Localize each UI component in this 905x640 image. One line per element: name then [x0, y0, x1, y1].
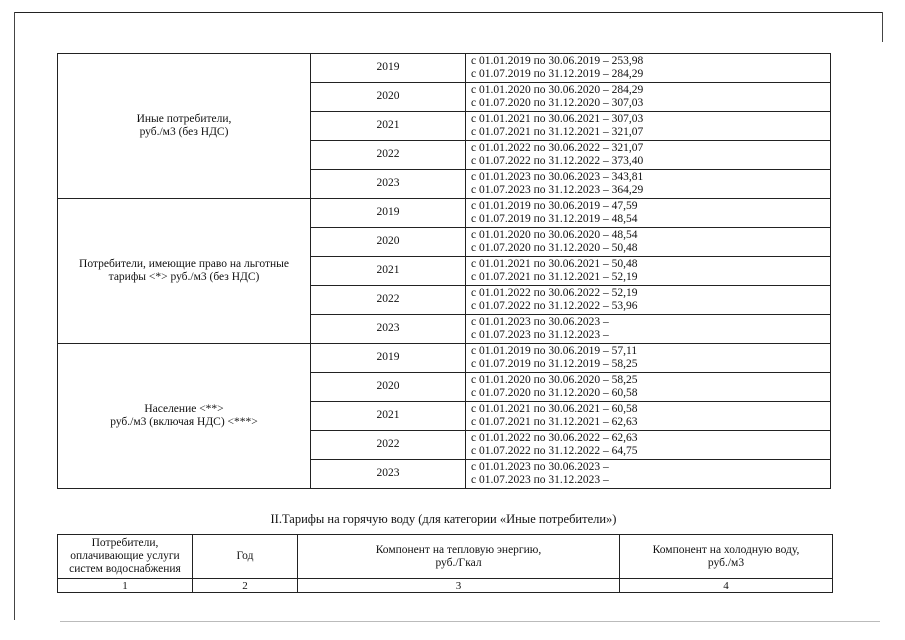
- page-edge-left: [14, 12, 15, 620]
- header-heat-component: Компонент на тепловую энергию, руб./Гкал: [298, 535, 620, 579]
- rate-period-line: с 01.07.2020 по 31.12.2020 – 50,48: [471, 242, 638, 254]
- tariff-table-body: [58, 54, 831, 489]
- rate-periods: [466, 199, 831, 228]
- rate-periods: [466, 228, 831, 257]
- rate-periods: [466, 315, 831, 344]
- rate-periods: [466, 286, 831, 315]
- year-cell: 2021: [311, 257, 466, 286]
- rate-period-line: с 01.01.2021 по 30.06.2021 – 60,58: [471, 402, 638, 415]
- rate-period-line: с 01.01.2020 по 30.06.2020 – 48,54: [471, 228, 638, 241]
- rate-periods: [466, 83, 831, 112]
- header-consumers: Потребители, оплачивающие услуги систем водоснабжения: [58, 535, 193, 579]
- year-cell: 2023: [311, 460, 466, 489]
- rate-period-line: с 01.07.2022 по 31.12.2022 – 64,75: [471, 445, 638, 457]
- rate-period-line: с 01.01.2022 по 30.06.2022 – 52,19: [471, 286, 638, 299]
- rate-period-line: с 01.01.2021 по 30.06.2021 – 50,48: [471, 257, 638, 270]
- column-number: 1: [58, 579, 193, 593]
- page-edge-right: [882, 12, 883, 42]
- tariff-row: [58, 199, 831, 228]
- hot-table-number-row: [58, 579, 833, 593]
- year-cell: 2020: [311, 83, 466, 112]
- rate-period-line: с 01.07.2019 по 31.12.2019 – 48,54: [471, 213, 638, 225]
- rate-periods: [466, 402, 831, 431]
- header-cold-water-component: Компонент на холодную воду, руб./м3: [620, 535, 833, 579]
- rate-periods: [466, 431, 831, 460]
- rate-period-line: с 01.01.2023 по 30.06.2023 –: [471, 315, 609, 328]
- rate-periods: [466, 257, 831, 286]
- rate-period-line: с 01.07.2021 по 31.12.2021 – 52,19: [471, 271, 638, 283]
- rate-period-line: с 01.07.2021 по 31.12.2021 – 321,07: [471, 126, 644, 138]
- year-cell: 2022: [311, 141, 466, 170]
- rate-period-line: с 01.01.2023 по 30.06.2023 –: [471, 460, 609, 473]
- section-2-title: II.Тарифы на горячую воду (для категории «Иные потребители»): [270, 512, 617, 526]
- consumer-category: Иные потребители, руб./м3 (без НДС): [58, 54, 311, 199]
- rate-period-line: с 01.01.2019 по 30.06.2019 – 47,59: [471, 199, 638, 212]
- rate-period-line: с 01.01.2019 по 30.06.2019 – 57,11: [471, 344, 638, 357]
- rate-period-line: с 01.07.2023 по 31.12.2023 –: [471, 474, 609, 486]
- cold-water-tariff-table: [57, 53, 831, 489]
- column-number: 2: [193, 579, 298, 593]
- rate-periods: [466, 54, 831, 83]
- rate-period-line: с 01.07.2023 по 31.12.2023 –: [471, 329, 609, 341]
- year-cell: 2020: [311, 228, 466, 257]
- rate-periods: [466, 170, 831, 199]
- column-number: 3: [298, 579, 620, 593]
- year-cell: 2019: [311, 199, 466, 228]
- hot-water-tariff-table: [57, 534, 833, 593]
- rate-period-line: с 01.07.2019 по 31.12.2019 – 284,29: [471, 68, 644, 80]
- rate-period-line: с 01.07.2019 по 31.12.2019 – 58,25: [471, 358, 638, 370]
- rate-periods: [466, 344, 831, 373]
- year-cell: 2021: [311, 402, 466, 431]
- page-edge-bottom: [60, 621, 880, 622]
- year-cell: 2022: [311, 431, 466, 460]
- tariff-row: [58, 54, 831, 83]
- consumer-category: Потребители, имеющие право на льготные тарифы <*> руб./м3 (без НДС): [58, 199, 311, 344]
- rate-period-line: с 01.01.2022 по 30.06.2022 – 321,07: [471, 141, 644, 154]
- rate-period-line: с 01.01.2020 по 30.06.2020 – 58,25: [471, 373, 638, 386]
- year-cell: 2021: [311, 112, 466, 141]
- rate-periods: [466, 141, 831, 170]
- tariff-row: [58, 344, 831, 373]
- rate-period-line: с 01.07.2023 по 31.12.2023 – 364,29: [471, 184, 644, 196]
- rate-period-line: с 01.07.2021 по 31.12.2021 – 62,63: [471, 416, 638, 428]
- consumer-category: Население <**> руб./м3 (включая НДС) <***>: [58, 344, 311, 489]
- header-year: Год: [193, 535, 298, 579]
- page-edge-top: [14, 12, 882, 13]
- year-cell: 2023: [311, 315, 466, 344]
- year-cell: 2022: [311, 286, 466, 315]
- rate-period-line: с 01.01.2021 по 30.06.2021 – 307,03: [471, 112, 644, 125]
- rate-period-line: с 01.07.2022 по 31.12.2022 – 53,96: [471, 300, 638, 312]
- rate-periods: [466, 112, 831, 141]
- year-cell: 2023: [311, 170, 466, 199]
- year-cell: 2019: [311, 344, 466, 373]
- rate-period-line: с 01.07.2022 по 31.12.2022 – 373,40: [471, 155, 644, 167]
- rate-period-line: с 01.01.2019 по 30.06.2019 – 253,98: [471, 54, 644, 67]
- rate-period-line: с 01.01.2022 по 30.06.2022 – 62,63: [471, 431, 638, 444]
- rate-period-line: с 01.07.2020 по 31.12.2020 – 307,03: [471, 97, 644, 109]
- rate-periods: [466, 373, 831, 402]
- hot-table-header-row: [58, 535, 833, 579]
- column-number: 4: [620, 579, 833, 593]
- year-cell: 2020: [311, 373, 466, 402]
- rate-periods: [466, 460, 831, 489]
- year-cell: 2019: [311, 54, 466, 83]
- rate-period-line: с 01.01.2020 по 30.06.2020 – 284,29: [471, 83, 644, 96]
- rate-period-line: с 01.07.2020 по 31.12.2020 – 60,58: [471, 387, 638, 399]
- rate-period-line: с 01.01.2023 по 30.06.2023 – 343,81: [471, 170, 644, 183]
